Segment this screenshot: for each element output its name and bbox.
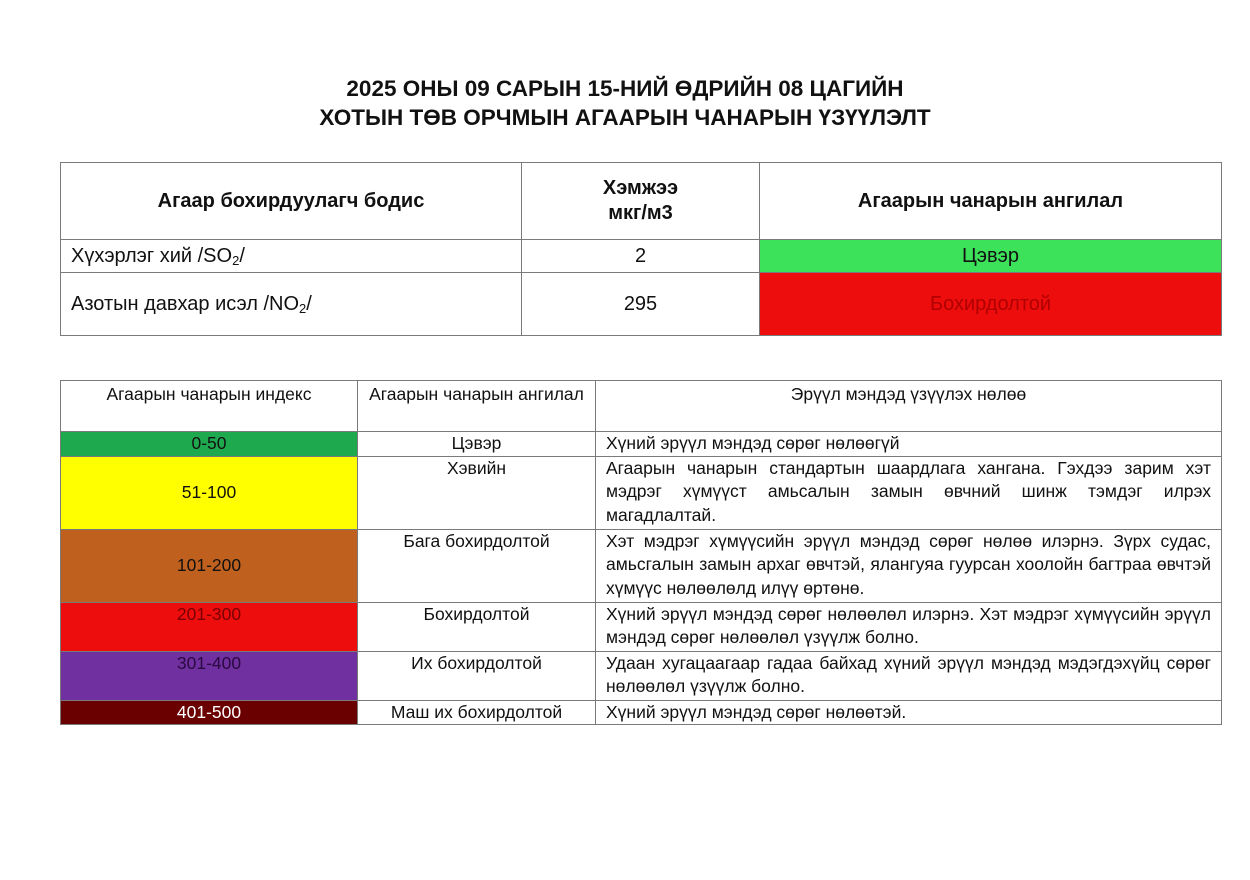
aqi-header-row [61, 381, 1222, 432]
measurement-row-no2 [61, 273, 1222, 336]
aqi-health-effect: Агаарын чанарын стандартын шаардлага хангана. Гэхдээ зарим хэт мэдрэг хүмүүст амьсалын замын өвчний шинж тэмдэг илрэх магадлалтай. [596, 456, 1222, 529]
aqi-category: Маш их бохирдолтой [358, 700, 596, 725]
aqi-range: 101-200 [61, 529, 358, 602]
aqi-row [61, 456, 1222, 529]
aqi-row [61, 432, 1222, 457]
report-title-line2: ХОТЫН ТӨВ ОРЧМЫН АГААРЫН ЧАНАРЫН ҮЗҮҮЛЭЛТ [319, 105, 931, 130]
measurements-table [60, 162, 1222, 336]
report-title-line1: 2025 ОНЫ 09 САРЫН 15-НИЙ ӨДРИЙН 08 ЦАГИЙН [346, 76, 904, 101]
pollutant-category: Бохирдолтой [760, 273, 1222, 336]
aqi-range: 401-500 [61, 700, 358, 725]
aqi-index-table [60, 380, 1222, 725]
aqi-row [61, 529, 1222, 602]
pollutant-header: Агаар бохирдуулагч бодис [61, 163, 522, 240]
pollutant-suffix: / [239, 244, 245, 267]
amount-header-unit: мкг/м3 [608, 202, 673, 224]
aqi-index-header: Агаарын чанарын индекс [61, 381, 358, 432]
aqi-category: Цэвэр [358, 432, 596, 457]
aqi-row [61, 651, 1222, 700]
measurement-row-so2 [61, 240, 1222, 273]
amount-header-label: Хэмжээ [602, 177, 679, 199]
pollutant-name-text: Хүхэрлэг хий /SO [71, 244, 233, 267]
aqi-category: Их бохирдолтой [358, 651, 596, 700]
pollutant-name [61, 240, 522, 273]
category-header: Агаарын чанарын ангилал [760, 163, 1222, 240]
aqi-row [61, 602, 1222, 651]
aqi-health-header: Эрүүл мэндэд үзүүлэх нөлөө [596, 381, 1222, 432]
aqi-category: Бохирдолтой [358, 602, 596, 651]
aqi-row [61, 700, 1222, 725]
report-title [0, 74, 1250, 132]
aqi-range: 301-400 [61, 651, 358, 700]
pollutant-category: Цэвэр [760, 240, 1222, 273]
pollutant-value: 295 [522, 273, 760, 336]
aqi-range: 201-300 [61, 602, 358, 651]
aqi-health-effect: Хэт мэдрэг хүмүүсийн эрүүл мэндэд сөрөг нөлөө илэрнэ. Зүрх судас, амьсгалын замын архаг өвчтэй, ялангуяа гуурсан хоолойн багтраа өвчтэй хүмүүс нөлөөлөлд илүү өртөнө. [596, 529, 1222, 602]
aqi-health-effect: Хүний эрүүл мэндэд сөрөг нөлөөтэй. [596, 700, 1222, 725]
pollutant-name-text: Азотын давхар исэл /NO [71, 292, 300, 315]
pollutant-subscript: 2 [299, 300, 307, 316]
pollutant-suffix: / [306, 292, 312, 315]
pollutant-name [61, 273, 522, 336]
aqi-range: 0-50 [61, 432, 358, 457]
measurements-header-row [61, 163, 1222, 240]
pollutant-subscript: 2 [232, 252, 240, 268]
aqi-category: Хэвийн [358, 456, 596, 529]
aqi-health-effect: Хүний эрүүл мэндэд сөрөг нөлөөгүй [596, 432, 1222, 457]
aqi-category: Бага бохирдолтой [358, 529, 596, 602]
aqi-range: 51-100 [61, 456, 358, 529]
aqi-health-effect: Хүний эрүүл мэндэд сөрөг нөлөөлөл илэрнэ. Хэт мэдрэг хүмүүсийн эрүүл мэндэд сөрөг нөлөөлөл үзүүлж болно. [596, 602, 1222, 651]
aqi-health-effect: Удаан хугацаагаар гадаа байхад хүний эрүүл мэндэд мэдэгдэхүйц сөрөг нөлөөлөл үзүүлж болно. [596, 651, 1222, 700]
amount-header [522, 163, 760, 240]
pollutant-value: 2 [522, 240, 760, 273]
aqi-category-header: Агаарын чанарын ангилал [358, 381, 596, 432]
